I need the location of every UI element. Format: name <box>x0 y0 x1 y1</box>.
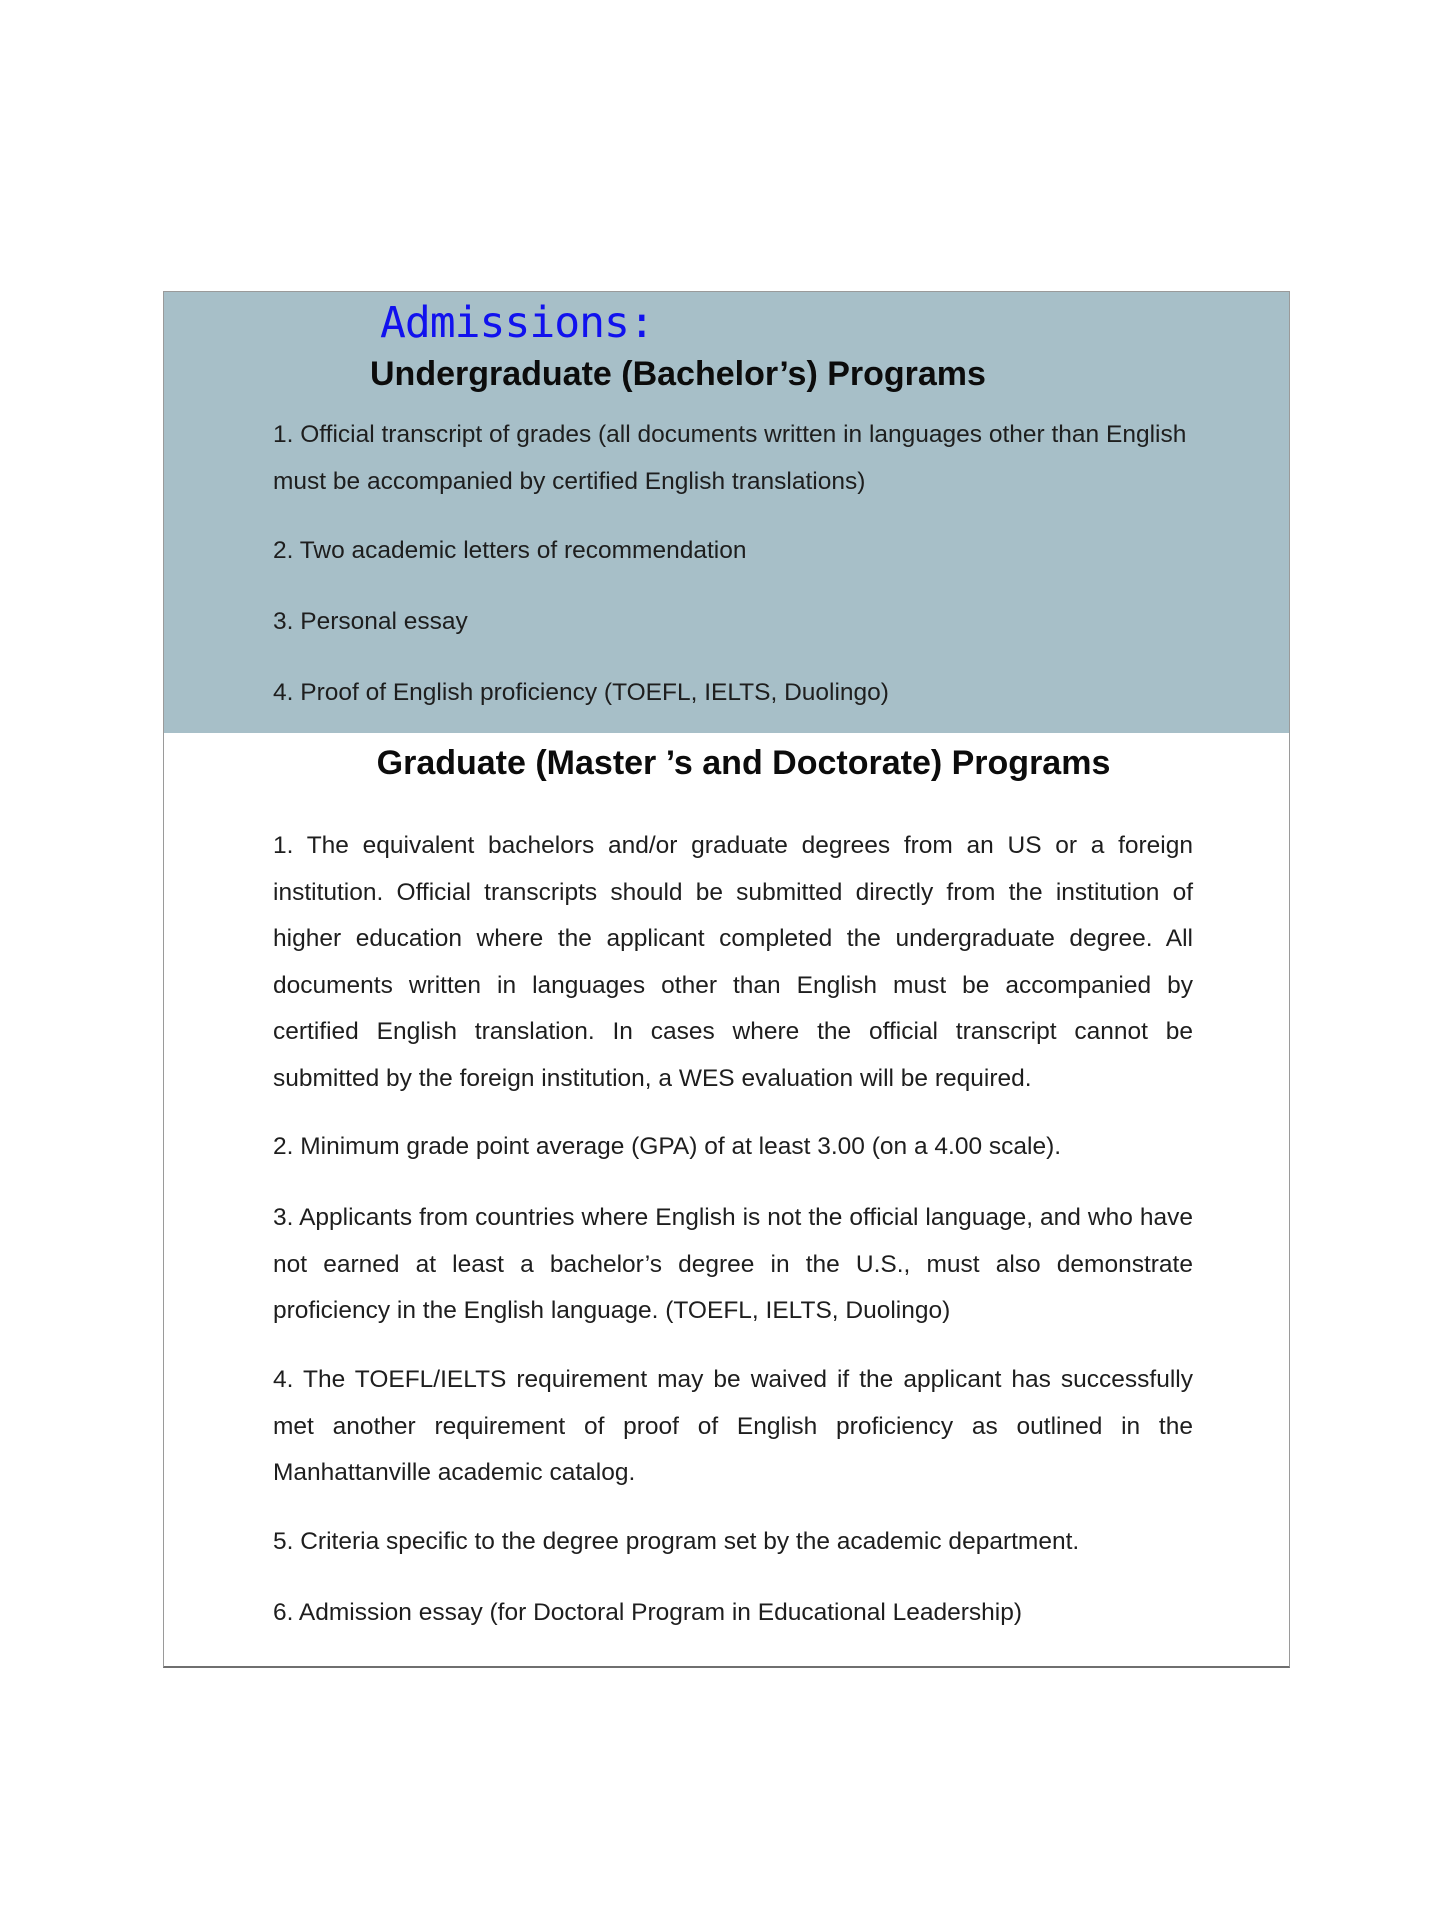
undergraduate-item: 2. Two academic letters of recommendation <box>273 537 747 564</box>
graduate-item: 2. Minimum grade point average (GPA) of at least 3.00 (on a 4.00 scale). <box>273 1133 1062 1160</box>
undergraduate-panel <box>164 292 1289 733</box>
graduate-item: 3. Applicants from countries where English is not the official language, and who have not earned at least a bachelor’s degree in the U.S., must also demonstrate proficiency in the English language. (TOEFL, IELTS, Duolingo) <box>273 1204 1193 1324</box>
graduate-item: 5. Criteria specific to the degree program set by the academic department. <box>273 1528 1080 1555</box>
admissions-heading: Admissions: <box>380 298 654 348</box>
undergraduate-item: 4. Proof of English proficiency (TOEFL, IELTS, Duolingo) <box>273 679 889 706</box>
admissions-box <box>163 291 1290 1668</box>
undergraduate-item: 3. Personal essay <box>273 608 468 635</box>
undergraduate-title: Undergraduate (Bachelor’s) Programs <box>370 355 986 393</box>
graduate-item: 6. Admission essay (for Doctoral Program in Educational Leadership) <box>273 1599 1022 1626</box>
graduate-item: 1. The equivalent bachelors and/or graduate degrees from an US or a foreign institution. Official transcripts should be submitted directly from the institution of higher education where the applicant completed the undergraduate degree. All documents written in languages other than English must be accompanied by certified English translation. In cases where the official transcript cannot be submitted by the foreign institution, a WES evaluation will be required. <box>273 832 1193 1092</box>
undergraduate-item: 1. Official transcript of grades (all documents written in languages other than English must be accompanied by certified English translations) <box>273 421 1187 495</box>
graduate-title: Graduate (Master ’s and Doctorate) Programs <box>376 744 1111 782</box>
graduate-item: 4. The TOEFL/IELTS requirement may be waived if the applicant has successfully met another requirement of proof of English proficiency as outlined in the Manhattanville academic catalog. <box>273 1366 1193 1486</box>
